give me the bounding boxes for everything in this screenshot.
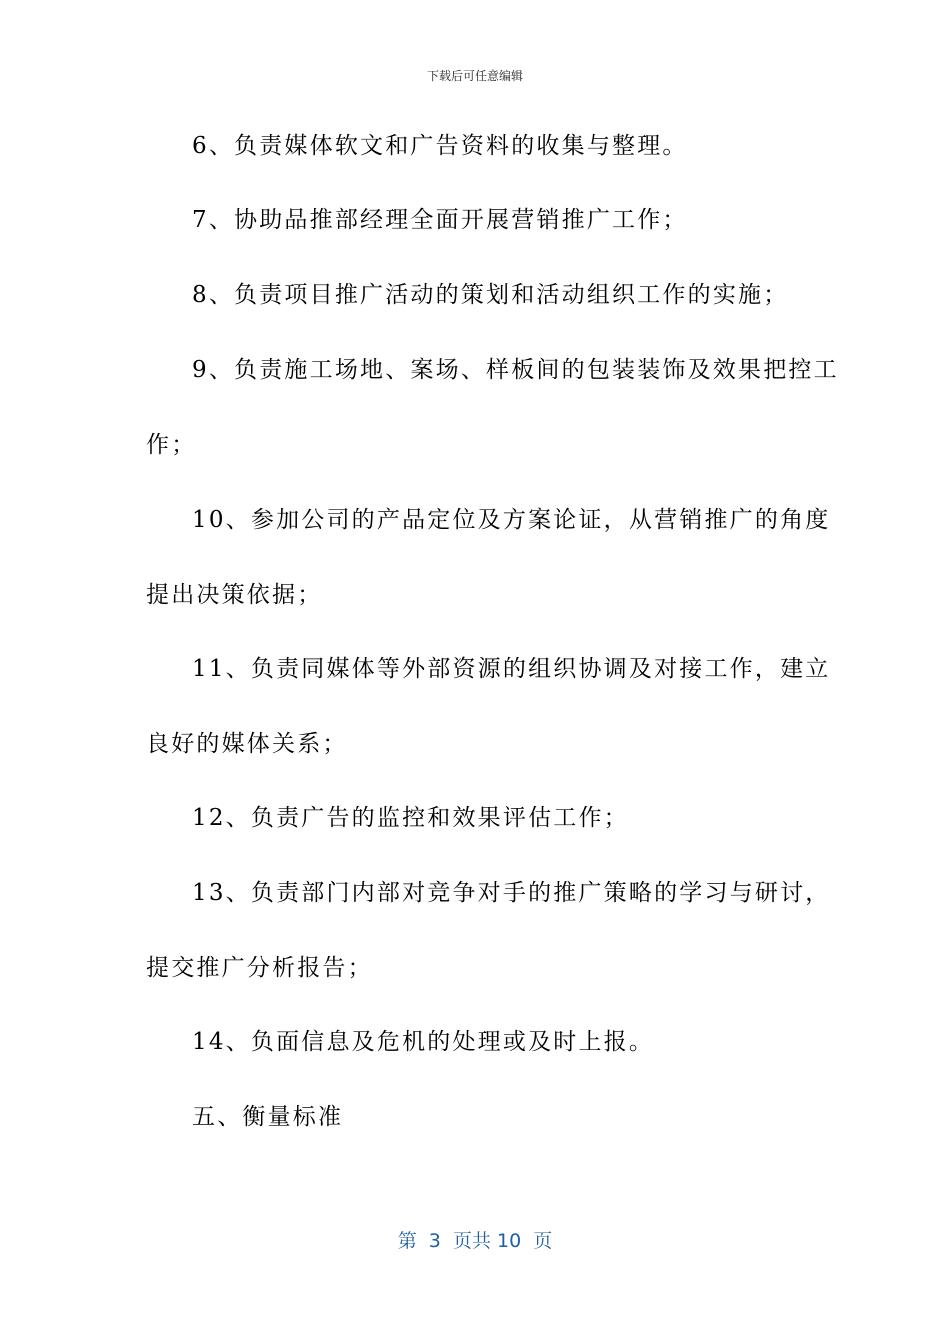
paragraph-line-6: 10、参加公司的产品定位及方案论证，从营销推广的角度 xyxy=(192,507,831,533)
paragraph-line-5: 作； xyxy=(146,432,197,458)
paragraph-line-8: 11、负责同媒体等外部资源的组织协调及对接工作，建立 xyxy=(192,656,831,682)
paragraph-line-12: 提交推广分析报告； xyxy=(146,955,373,981)
paragraph-line-11: 13、负责部门内部对竞争对手的推广策略的学习与研讨， xyxy=(192,880,831,906)
paragraph-line-7: 提出决策依据； xyxy=(146,582,323,608)
section-heading: 五、衡量标准 xyxy=(192,1104,344,1130)
paragraph-line-3: 8、负责项目推广活动的策划和活动组织工作的实施； xyxy=(192,282,789,308)
paragraph-line-2: 7、协助品推部经理全面开展营销推广工作； xyxy=(192,207,688,233)
header-note: 下载后可任意编辑 xyxy=(426,69,523,83)
paragraph-line-4: 9、负责施工场地、案场、样板间的包装装饰及效果把控工 xyxy=(192,357,839,383)
paragraph-line-9: 良好的媒体关系； xyxy=(146,731,348,757)
paragraph-line-13: 14、负面信息及危机的处理或及时上报。 xyxy=(192,1029,655,1055)
paragraph-line-1: 6、负责媒体软文和广告资料的收集与整理。 xyxy=(192,133,688,159)
page-number-footer: 第 3 页共 10 页 xyxy=(397,1230,553,1252)
paragraph-line-10: 12、负责广告的监控和效果评估工作； xyxy=(192,805,629,831)
